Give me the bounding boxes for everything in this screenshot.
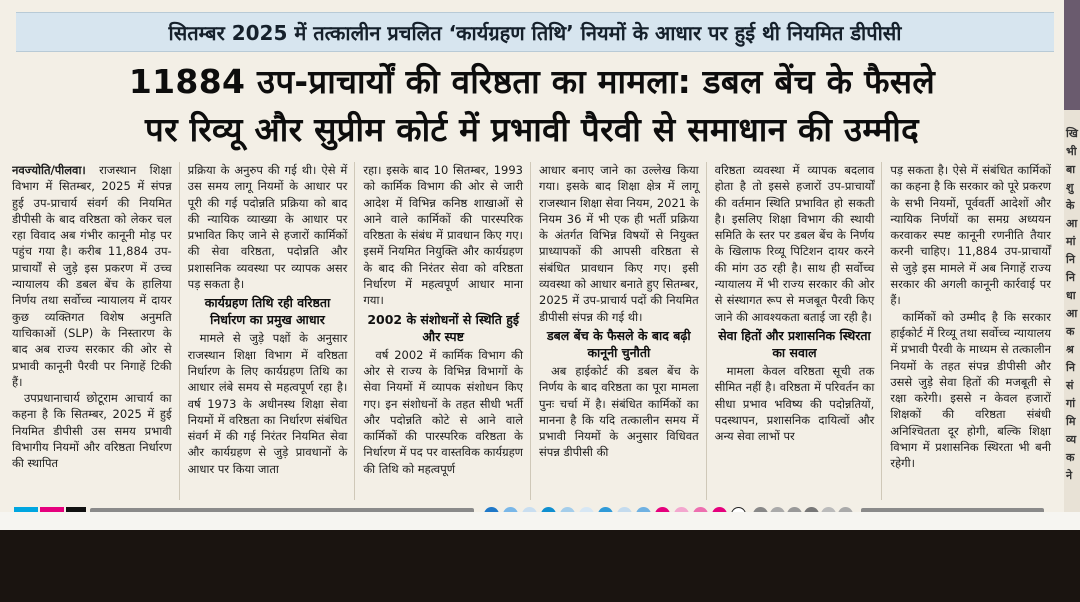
headline-line-2: पर रिव्यू और सुप्रीम कोर्ट में प्रभावी पैरवी से समाधान की उम्मीद xyxy=(145,110,919,149)
paragraph: वर्ष 2002 में कार्मिक विभाग की ओर से राज्य के विभिन्न विभागों के सेवा नियमों में व्यापक संशोधन किए गए। इन संशोधनों के तहत सीधी भर्ती और पदोन्नति कोटे से आने वाले कार्मिकों की पारस्परिक वरिष्ठता के निर्धारण में पद पर वास्तविक कार्यग्रहण की तिथि को महत्वपूर्ण xyxy=(363,347,523,476)
paragraph: मामला केवल वरिष्ठता सूची तक सीमित नहीं है। वरिष्ठता में परिवर्तन का सीधा प्रभाव भविष्य की पदोन्नतियों, पदस्थापन, प्रशासनिक दायित्वों और अन्य सेवा लाभों पर xyxy=(714,363,875,444)
edge-fragment: बा xyxy=(1066,163,1076,176)
edge-fragment: शु xyxy=(1066,181,1074,194)
photo-background xyxy=(0,530,1080,602)
paragraph: प्रक्रिया के अनुरुप की गई थी। ऐसे में उस समय लागू नियमों के आधार पर पूरी की गई पदोन्नति प्रक्रिया को बाद की न्यायिक व्याख्या के आधार पर प्रभावित किए जाने से हजारों कार्मिकों की सेवा वरिष्ठता, पदोन्नति और प्रशासनिक व्यवस्था पर व्यापक असर पड़ सकता है। xyxy=(187,163,348,292)
paragraph: उपप्रधानाचार्य छोटूराम आचार्य का कहना है कि सितम्बर, 2025 में हुई नियमित डीपीसी उस समय प्रभावी विभागीय नियमों और वरिष्ठता निर्धारण की स्थापित xyxy=(12,391,172,471)
edge-fragment: आ xyxy=(1066,217,1078,230)
paragraph: मामले से जुड़े पक्षों के अनुसार राजस्थान शिक्षा विभाग में वरिष्ठता निर्धारण के लिए कार्यग्रहण तिथि का आधार लंबे समय से महत्वपूर्ण रहा है। वर्ष 1973 के अधीनस्थ शिक्षा सेवा नियमों में वरिष्ठता का निर्धारण संबंधित संवर्ग में की गई निरंतर नियमित सेवा और कार्यग्रहण से जुड़े प्रावधानों के आधार पर किया जाता xyxy=(187,331,348,476)
main-headline xyxy=(10,58,1054,154)
edge-fragment: मि xyxy=(1066,415,1076,428)
article-column-3 xyxy=(363,162,531,500)
subheading: 2002 के संशोधनों से स्थिति हुई और स्पष्ट xyxy=(367,311,519,344)
article-column-4 xyxy=(539,162,707,500)
subheading: डबल बेंच के फैसले के बाद बढ़ी कानूनी चुनौती xyxy=(546,327,691,360)
article-body xyxy=(12,162,1058,500)
adjacent-photo xyxy=(1064,0,1080,110)
edge-fragment: क xyxy=(1066,451,1075,464)
strap-headline: सितम्बर 2025 में तत्कालीन प्रचलित ‘कार्यग्रहण तिथि’ नियमों के आधार पर हुई थी नियमित डीपीसी xyxy=(16,12,1054,52)
article-column-6 xyxy=(890,162,1058,500)
edge-fragment: नि xyxy=(1066,361,1075,374)
edge-fragment: धा xyxy=(1066,289,1076,302)
paragraph: आधार बनाए जाने का उल्लेख किया गया। इसके बाद शिक्षा क्षेत्र में लागू राजस्थान शिक्षा सेवा नियम, 2021 के नियम 36 में भी एक ही भर्ती प्रक्रिया के अंतर्गत विभिन्न विषयों से नियुक्त प्राध्यापकों की आपसी वरिष्ठता से संबंधित प्रावधान किए गए। इसी व्यवस्था को आधार बनाते हुए सितम्बर, 2025 में उप-प्राचार्य पदों की नियमित डीपीसी संपन्न की गई थी। xyxy=(539,163,699,324)
adjacent-page-edge xyxy=(1064,0,1080,512)
edge-fragment: श्र xyxy=(1066,343,1074,356)
article-column-1 xyxy=(12,162,180,500)
dateline: नवज्योति/पीलवा। xyxy=(12,163,86,177)
edge-fragment: के xyxy=(1066,199,1075,212)
paragraph: वरिष्ठता व्यवस्था में व्यापक बदलाव होता है तो इससे हजारों उप-प्राचार्यों की वर्तमान स्थिति प्रभावित हो सकती है। इसलिए शिक्षा विभाग की स्थायी समिति के स्तर पर डबल बेंच के निर्णय के खिलाफ रिव्यू पिटिशन दायर करने की मांग उठ रही है। साथ ही सर्वोच्च न्यायालय में भी राज्य सरकार की ओर से संस्थागत रूप से मजबूत पैरवी किए जाने की आवश्यकता बताई जा रही है। xyxy=(714,163,875,324)
edge-fragment: सं xyxy=(1066,379,1074,392)
print-color-bar xyxy=(14,504,1054,512)
article-column-2 xyxy=(188,162,356,500)
edge-fragment: आ xyxy=(1066,307,1078,320)
paragraph: राजस्थान शिक्षा विभाग में सितम्बर, 2025 में संपन्न हुई उप-प्राचार्य संवर्ग की नियमित डीपीसी के बाद वरिष्ठता को लेकर चल रहा विवाद अब गंभीर कानूनी मोड़ पर पहुंच गया है। करीब 11,884 उप-प्राचार्यों से जुड़े इस प्रकरण में उच्च न्यायालय की डबल बेंच के हालिया निर्णय तथा सर्वोच्च न्यायालय में दायर कुछ व्यक्तिगत विशेष अनुमति याचिकाओं (SLP) के निस्तारण के बाद अब राज्य सरकार की ओर से प्रभावी कानूनी पैरवी पर निगाहें टिकी हैं। xyxy=(12,163,172,389)
paragraph: रहा। इसके बाद 10 सितम्बर, 1993 को कार्मिक विभाग की ओर से जारी आदेश में विभिन्न कनिष्ठ शाखाओं से आने वाले कार्मिकों की पारस्परिक वरिष्ठता के संबंध में प्रावधान किए गए। इसमें नियमित नियुक्ति और कार्यग्रहण के बाद की निरंतर सेवा को वरिष्ठता निर्धारण में महत्वपूर्ण आधार माना गया। xyxy=(363,163,523,308)
paragraph: अब हाईकोर्ट की डबल बेंच के निर्णय के बाद वरिष्ठता का पूरा मामला पुनः चर्चा में है। संबंधित कार्मिकों का मानना है कि यदि तत्कालीन समय में प्रभावी नियमों के अनुसार विधिवत संपन्न डीपीसी की xyxy=(539,363,699,460)
article-column-5 xyxy=(715,162,883,500)
paragraph: पड़ सकता है। ऐसे में संबंधित कार्मिकों का कहना है कि सरकार को पूरे प्रकरण के सभी नियमों, पूर्ववर्ती आदेशों और न्यायिक निर्णयों का समग्र अध्ययन करवाकर स्पष्ट कानूनी रणनीति तैयार करनी चाहिए। 11,884 उप-प्राचार्यों से जुड़े इस मामले में अब निगाहें राज्य सरकार की अगली कानूनी कार्रवाई पर हैं। xyxy=(890,163,1051,308)
edge-fragment: गां xyxy=(1066,397,1076,410)
edge-fragment: व्य xyxy=(1066,433,1077,446)
edge-fragment: खि xyxy=(1066,127,1078,140)
edge-fragment: नि xyxy=(1066,271,1075,284)
headline-line-1: 11884 उप-प्राचार्यों की वरिष्ठता का मामला: डबल बेंच के फैसले xyxy=(128,62,936,101)
edge-fragment: क xyxy=(1066,325,1075,338)
subheading: कार्यग्रहण तिथि रही वरिष्ठता निर्धारण का प्रमुख आधार xyxy=(204,295,331,328)
edge-fragment: मां xyxy=(1066,235,1076,248)
edge-fragment: भी xyxy=(1066,145,1077,158)
edge-fragment: ने xyxy=(1066,469,1073,482)
paragraph: कार्मिकों को उम्मीद है कि सरकार हाईकोर्ट में रिव्यू तथा सर्वोच्च न्यायालय में प्रभावी पैरवी के माध्यम से तत्कालीन नियमों के तहत संपन्न डीपीसी और उससे जुड़े सेवा हितों की मजबूती से रक्षा करेगी। इससे न केवल हजारों शिक्षकों की वरिष्ठता संबंधी अनिश्चितता दूर होगी, बल्कि शिक्षा विभाग में प्रशासनिक स्थिरता भी बनी रहेगी। xyxy=(890,309,1051,471)
subheading: सेवा हितों और प्रशासनिक स्थिरता का सवाल xyxy=(718,327,871,360)
edge-fragment: नि xyxy=(1066,253,1075,266)
